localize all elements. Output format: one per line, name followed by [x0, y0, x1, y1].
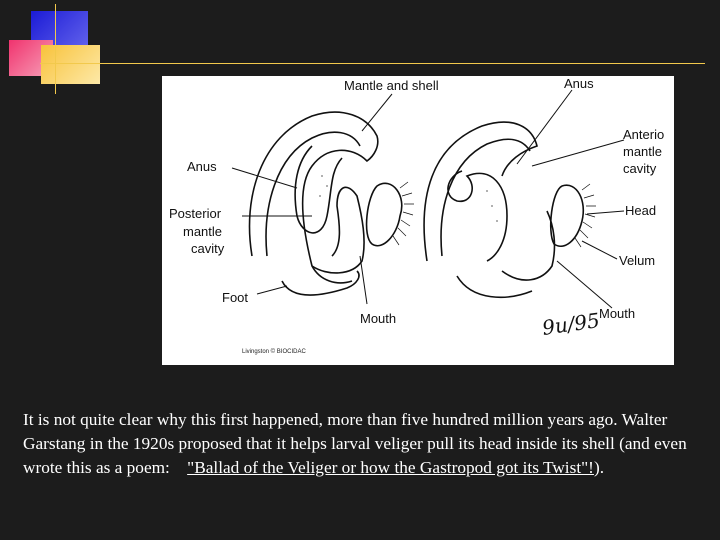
decor-vertical-line — [55, 4, 56, 94]
handwritten-note: 9u/95 — [540, 308, 602, 340]
leader-mouth-right — [557, 261, 612, 308]
label-velum: Velum — [619, 253, 656, 268]
caption-text: It is not quite clear why this first happened, more than five hundred million years ago. Walter Garstang in the 1920s proposed that it helps larval veliger pull its head inside its shell (and even wrote this as a poem: — [23, 410, 687, 477]
label-anterior-2: mantle — [623, 144, 663, 159]
label-mantle-shell: Mantle and shell — [344, 78, 439, 93]
leader-anus-top — [517, 90, 572, 164]
veliger-diagram — [162, 76, 674, 365]
left-velum — [367, 183, 402, 245]
label-head: Head — [625, 203, 657, 218]
leader-anterior — [532, 140, 624, 166]
label-posterior-2: mantle — [183, 224, 223, 239]
leader-foot — [257, 286, 287, 294]
right-velum — [551, 185, 584, 246]
caption-paragraph — [23, 408, 703, 480]
leader-mouth-left — [360, 256, 367, 304]
label-anus-left: Anus — [187, 159, 217, 174]
poem-link[interactable]: "Ballad of the Veliger or how the Gastropod got its Twist"! — [187, 458, 594, 477]
label-mouth-right: Mouth — [599, 306, 636, 321]
caption-tail: ). — [593, 458, 605, 477]
decor-horizontal-line — [40, 63, 705, 64]
image-credit: Livingston © BIOCIDAC — [242, 349, 306, 355]
label-posterior-1: Posterior — [169, 206, 222, 221]
label-foot: Foot — [222, 290, 249, 305]
leader-velum — [582, 241, 617, 259]
leader-head — [587, 211, 624, 214]
right-gut — [448, 171, 507, 261]
label-anterior-1: Anterio — [623, 127, 665, 142]
label-mouth-left: Mouth — [360, 311, 397, 326]
label-posterior-3: cavity — [191, 241, 225, 256]
leader-anus-left — [232, 168, 297, 188]
label-anterior-3: cavity — [623, 161, 657, 176]
right-body — [502, 211, 554, 280]
leader-mantle-shell — [362, 94, 392, 131]
decor-yellow-square — [41, 45, 100, 84]
label-anus-top: Anus — [564, 76, 594, 91]
